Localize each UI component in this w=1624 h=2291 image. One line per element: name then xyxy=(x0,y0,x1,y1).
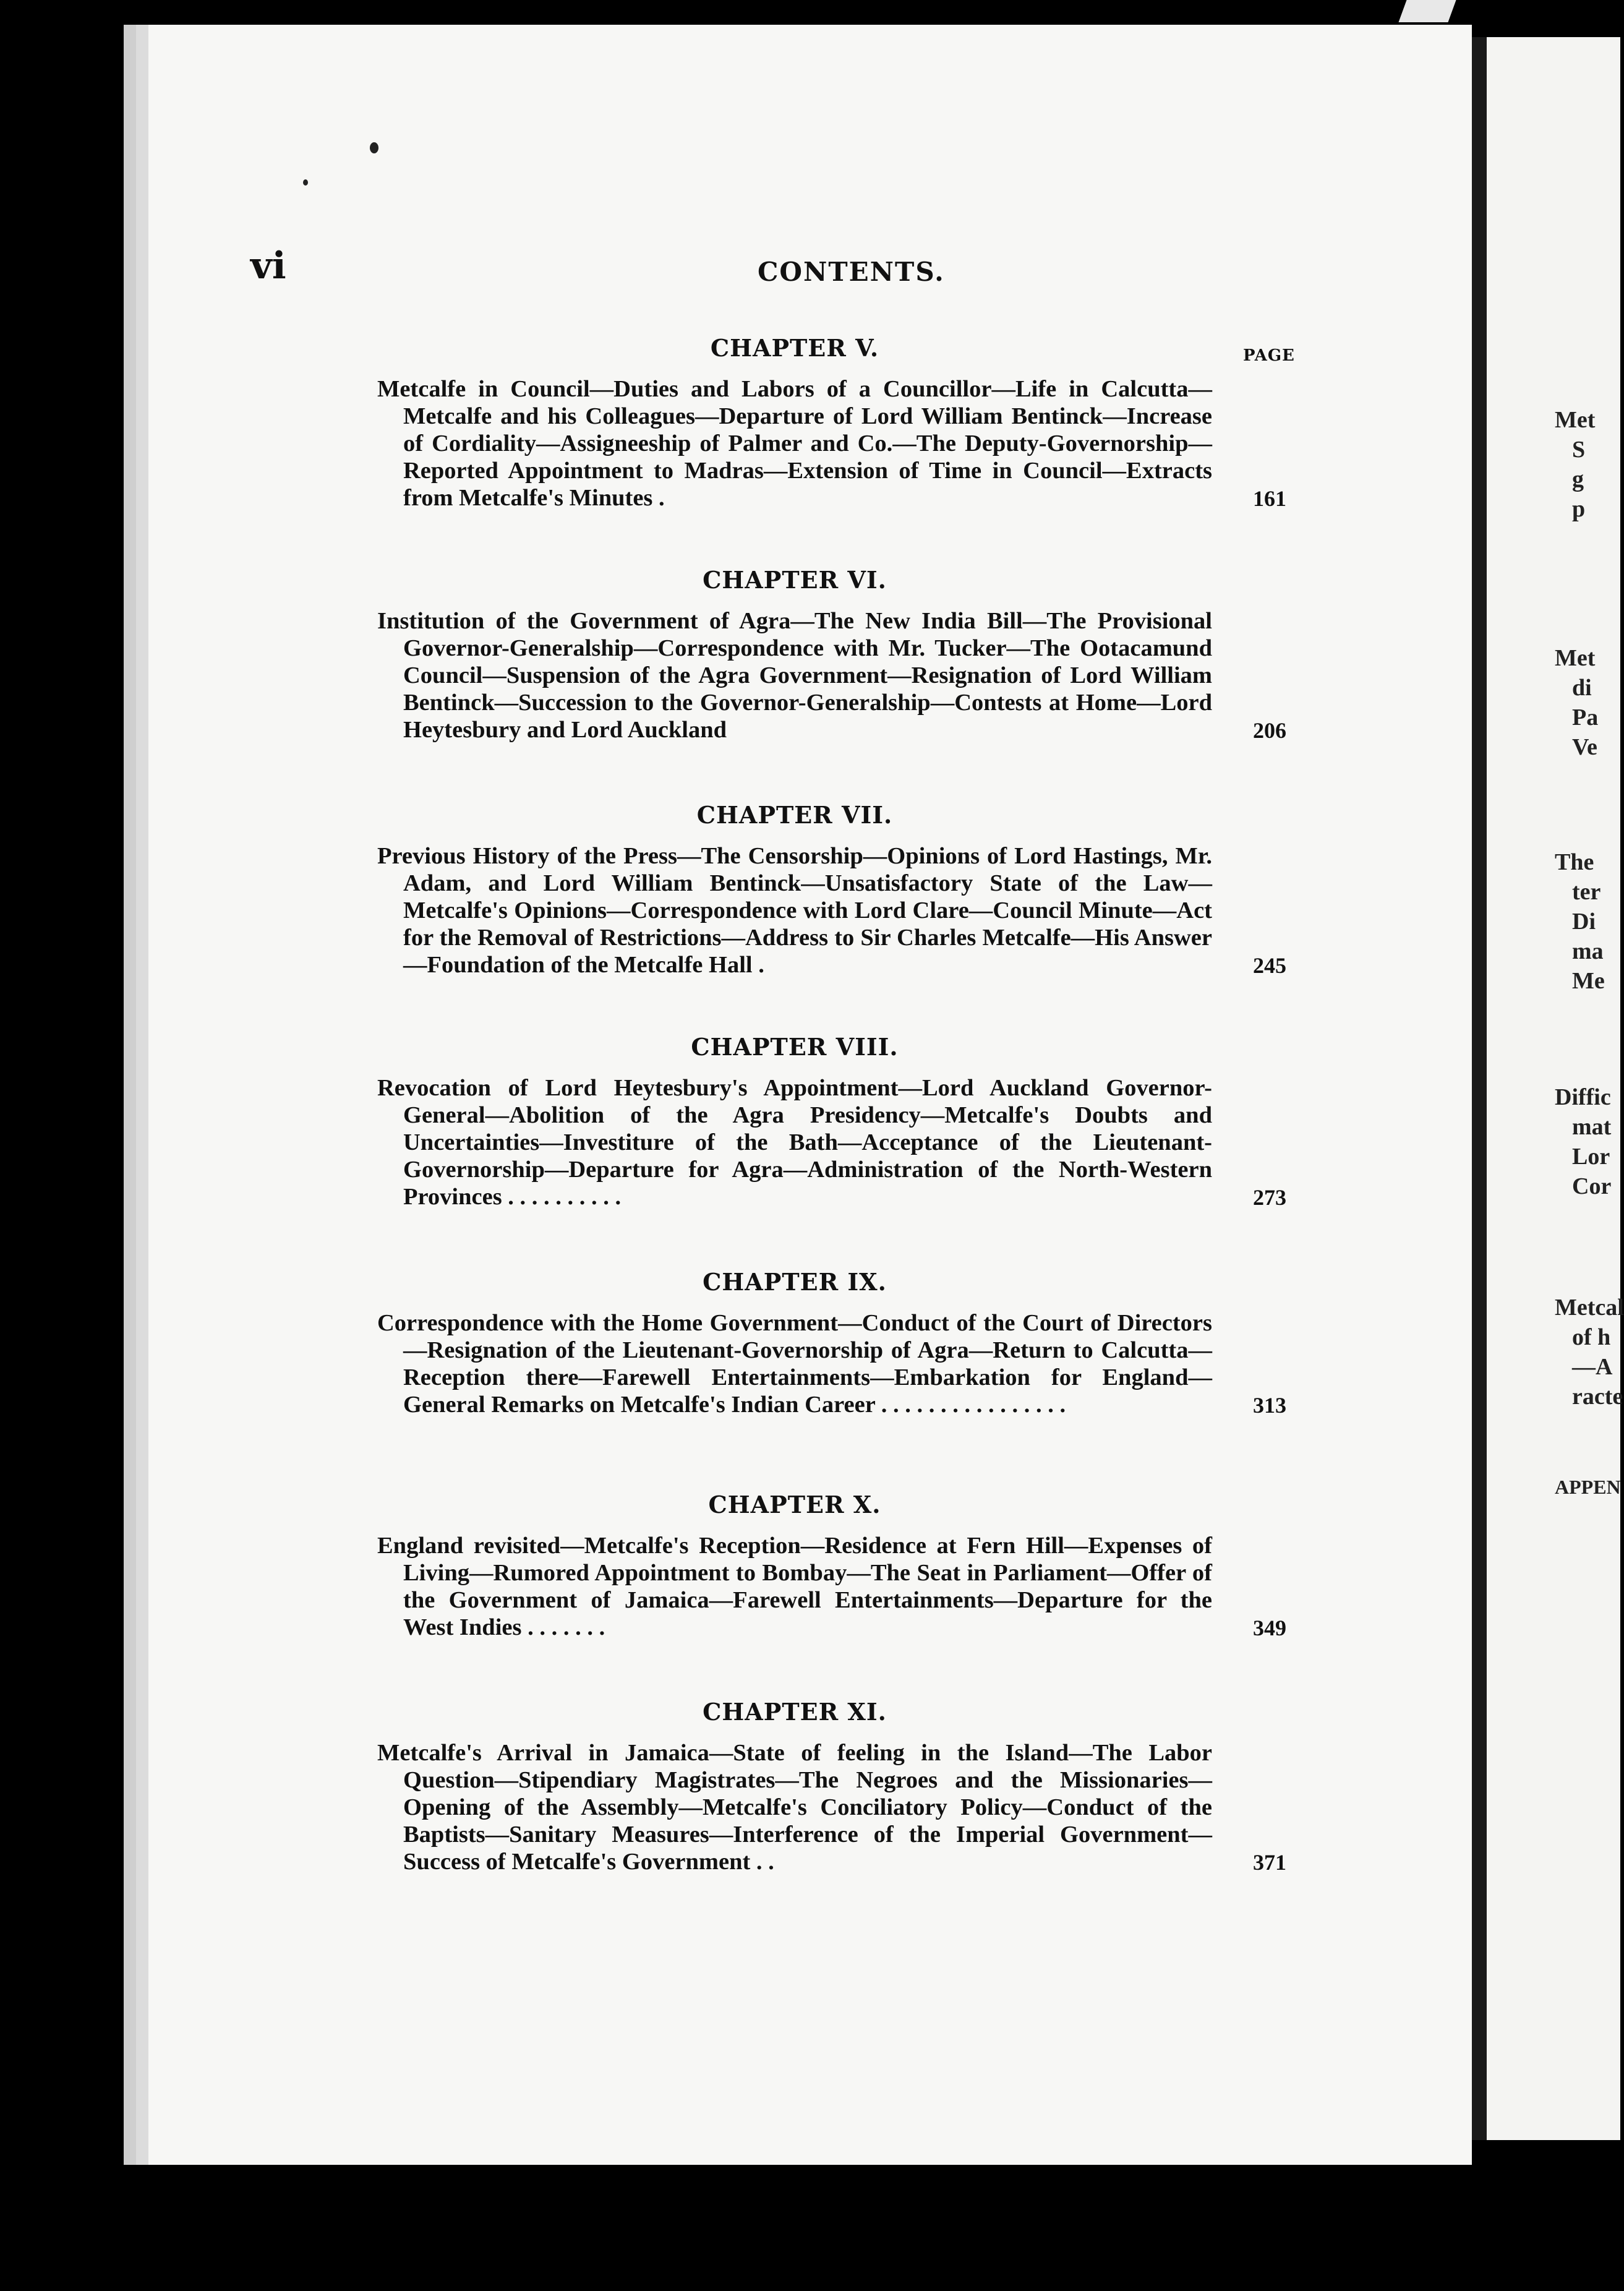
page-reference[interactable]: 161 xyxy=(1253,486,1286,511)
page-corner-fold xyxy=(1398,0,1456,22)
chapter-summary: England revisited—Metcalfe's Reception—Residence at Fern Hill—Expenses of Living—Rumored Appointment to Bombay—The Seat in Parliament—Offer of the Government of Jamaica—Farewell Entertainments—Departure for the West Indies . . . . . . . xyxy=(377,1533,1212,1640)
facing-line: Pa xyxy=(1572,704,1599,730)
page-reference[interactable]: 245 xyxy=(1253,953,1286,978)
chapter-title: CHAPTER VII. xyxy=(696,801,893,829)
facing-line: Diffic xyxy=(1555,1084,1611,1110)
chapter-summary: Metcalfe's Arrival in Jamaica—State of feeling in the Island—The Labor Question—Stipendiary Magistrates—The Negroes and the Missionaries—Opening of the Assembly—Metcalfe's Conciliatory Policy—Conduct of the Baptists—Sanitary Measures—Interference of the Imperial Government—Success of Metcalfe's Government . . xyxy=(377,1740,1212,1875)
toc-entry-chapter-5[interactable] xyxy=(377,334,1286,512)
facing-fragment-2 xyxy=(1555,643,1598,762)
facing-line: Lor xyxy=(1572,1144,1610,1170)
facing-line: Di xyxy=(1572,909,1596,935)
chapter-title: CHAPTER V. xyxy=(710,334,879,362)
page-number: vi xyxy=(250,244,286,288)
chapter-title: CHAPTER VI. xyxy=(703,566,887,594)
facing-line: Metcal xyxy=(1555,1295,1624,1321)
page-reference[interactable]: 371 xyxy=(1253,1850,1286,1875)
ink-speck xyxy=(303,179,308,186)
toc-entry-chapter-8[interactable] xyxy=(377,1033,1286,1210)
toc-entry-chapter-10[interactable] xyxy=(377,1491,1286,1641)
facing-line: APPEN xyxy=(1555,1476,1621,1498)
facing-fragment-5 xyxy=(1555,1293,1624,1411)
chapter-summary: Revocation of Lord Heytesbury's Appointment—Lord Auckland Governor-General—Abolition of the Agra Presidency—Metcalfe's Doubts and Uncertainties—Investiture of the Bath—Acceptance of the Lieutenant-Governorship—Departure for Agra—Administration of the North-Western Provinces . . . . . . . . . . xyxy=(377,1075,1212,1210)
page-reference[interactable]: 273 xyxy=(1253,1185,1286,1210)
chapter-summary: Metcalfe in Council—Duties and Labors of a Councillor—Life in Calcutta—Metcalfe and his Colleagues—Departure of Lord William Bentinck—Increase of Cordiality—Assigneeship of Palmer and Co.—The Deputy-Governorship—Reported Appointment to Madras—Extension of Time in Council—Extracts from Metcalfe's Minutes . xyxy=(377,376,1212,511)
page-reference[interactable]: 206 xyxy=(1253,718,1286,743)
toc-entry-chapter-9[interactable] xyxy=(377,1268,1286,1418)
facing-line: mat xyxy=(1572,1114,1612,1140)
facing-line: ter xyxy=(1572,879,1601,905)
facing-line: Met xyxy=(1555,407,1596,433)
facing-line: Cor xyxy=(1572,1173,1612,1199)
facing-line: racte xyxy=(1572,1384,1623,1410)
facing-fragment-1 xyxy=(1555,405,1595,524)
facing-fragment-3 xyxy=(1555,847,1605,996)
facing-line: The xyxy=(1555,849,1594,875)
facing-line: di xyxy=(1572,675,1592,701)
facing-line: ma xyxy=(1572,938,1604,964)
facing-page xyxy=(1472,37,1624,2140)
facing-line: Ve xyxy=(1572,734,1597,760)
facing-line: p xyxy=(1572,496,1586,522)
facing-line: Met xyxy=(1555,645,1596,671)
toc-entry-chapter-11[interactable] xyxy=(377,1698,1286,1875)
toc-entry-chapter-7[interactable] xyxy=(377,801,1286,978)
chapter-title: CHAPTER VIII. xyxy=(691,1033,899,1061)
facing-line: of h xyxy=(1572,1324,1611,1350)
chapter-summary: Previous History of the Press—The Censorship—Opinions of Lord Hastings, Mr. Adam, and Lord William Bentinck—Unsatisfactory State of the Law—Metcalfe's Opinions—Correspondence with Lord Clare—Council Minute—Act for the Removal of Restrictions—Address to Sir Charles Metcalfe—His Answer—Foundation of the Metcalfe Hall . xyxy=(377,843,1212,978)
ink-speck xyxy=(370,142,378,153)
chapter-title: CHAPTER XI. xyxy=(703,1698,887,1726)
facing-line: g xyxy=(1572,466,1584,492)
chapter-title: CHAPTER X. xyxy=(708,1491,881,1518)
page-reference[interactable]: 313 xyxy=(1253,1393,1286,1418)
facing-line: S xyxy=(1572,437,1586,463)
facing-fragment-4 xyxy=(1555,1082,1611,1201)
page-column-label: PAGE xyxy=(1243,346,1295,365)
chapter-summary: Correspondence with the Home Government—Conduct of the Court of Directors—Resignation of the Lieutenant-Governorship of Agra—Return to Calcutta—Reception there—Farewell Entertainments—Embarkation for England—General Remarks on Metcalfe's Indian Career . . . . . . . . . . . . . . . . xyxy=(377,1310,1212,1418)
running-head: CONTENTS. xyxy=(758,257,945,287)
facing-line: —A xyxy=(1572,1354,1613,1380)
facing-fragment-6 xyxy=(1555,1472,1621,1502)
toc-entry-chapter-6[interactable] xyxy=(377,566,1286,743)
chapter-summary: Institution of the Government of Agra—The New India Bill—The Provisional Governor-Generalship—Correspondence with Mr. Tucker—The Ootacamund Council—Suspension of the Agra Government—Resignation of Lord William Bentinck—Succession to the Governor-Generalship—Contests at Home—Lord Heytesbury and Lord Auckland xyxy=(377,608,1212,743)
facing-line: Me xyxy=(1572,968,1605,994)
chapter-title: CHAPTER IX. xyxy=(703,1268,887,1296)
page-reference[interactable]: 349 xyxy=(1253,1616,1286,1640)
